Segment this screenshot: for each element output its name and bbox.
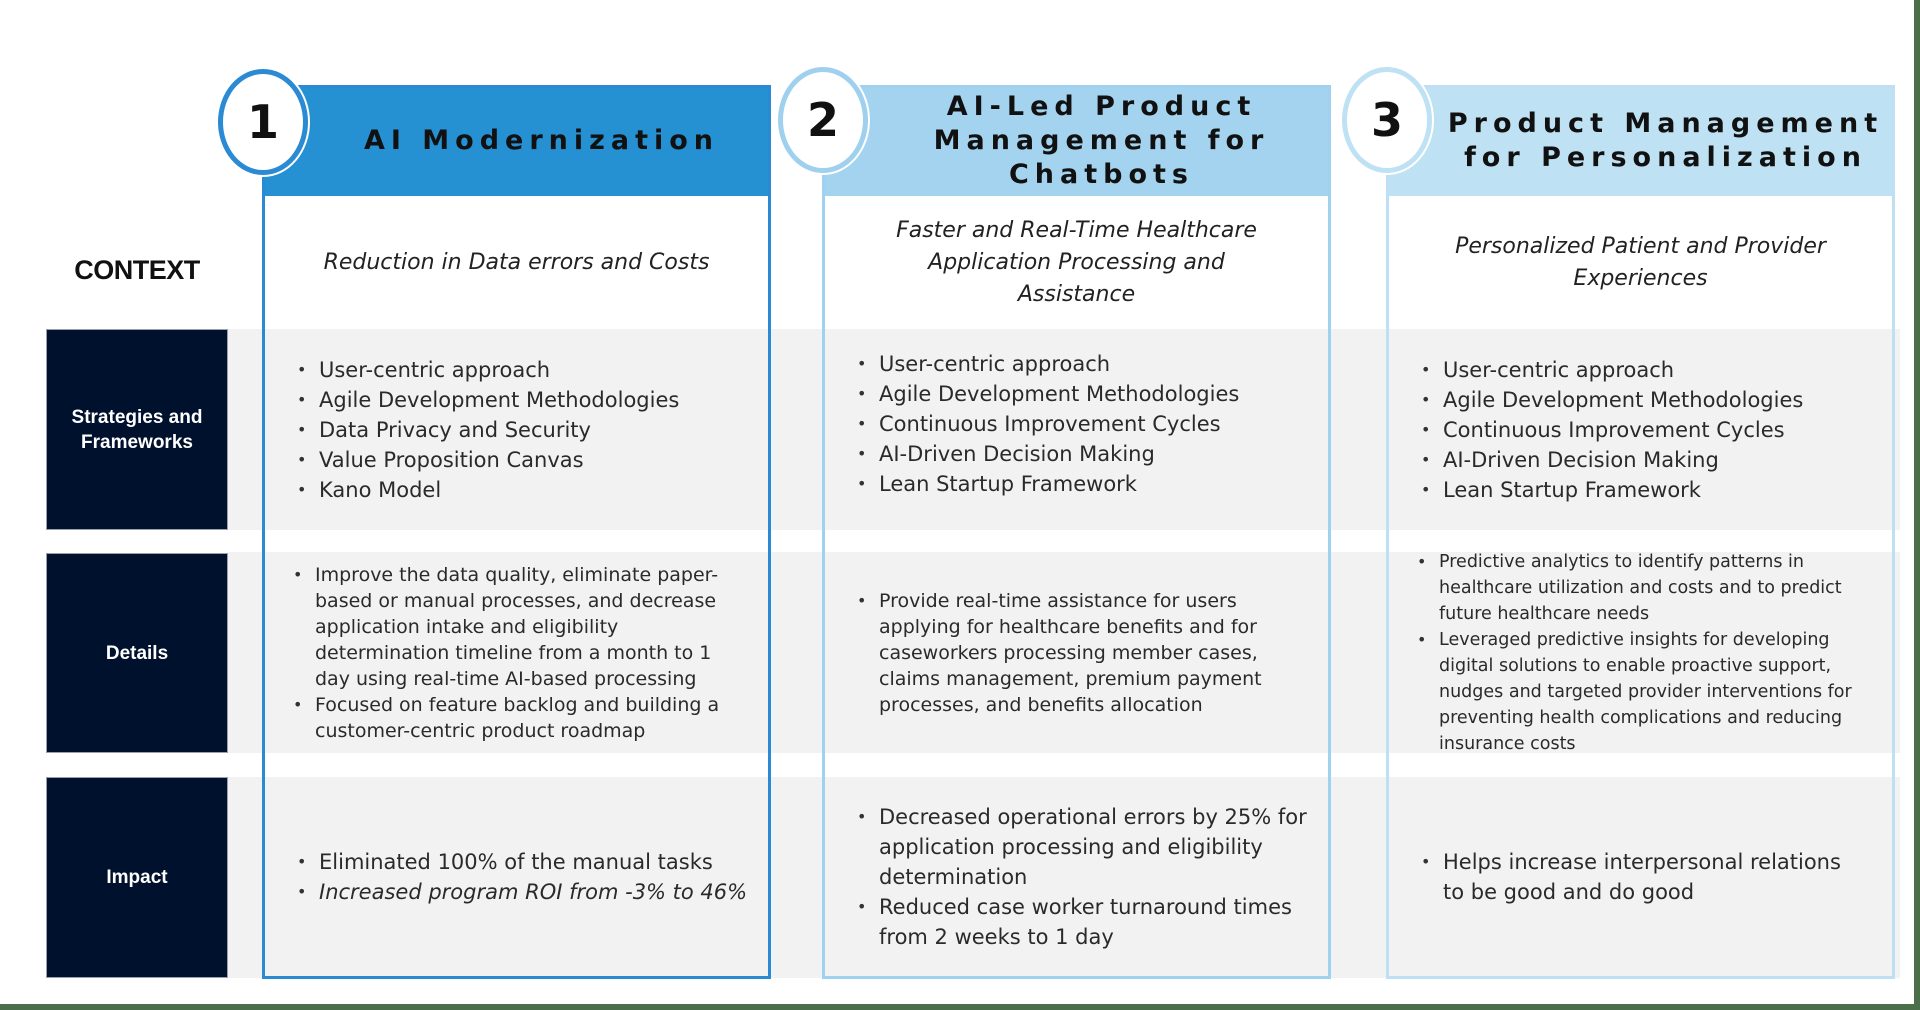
column-3-impact-list [1419,847,1862,907]
list-item: • Predictive analytics to identify patterns in healthcare utilization and costs and to predict future healthcare needs [1415,549,1882,627]
list-item: • AI-Driven Decision Making [1419,445,1803,475]
list-item: • Continuous Improvement Cycles [1419,415,1803,445]
column-1-strategies-list [295,355,679,505]
column-3-details-list [1415,549,1882,757]
column-1-impact [265,777,768,976]
column-2-impact-list [855,802,1308,952]
right-border-strip [1914,0,1920,1010]
column-2-details [825,552,1328,753]
column-1-context: Reduction in Data errors and Costs [265,196,768,329]
column-1-header [262,85,771,196]
column-3-header [1386,85,1895,196]
column-2-impact [825,777,1328,976]
list-item: • Reduced case worker turnaround times from 2 weeks to 1 day [855,892,1308,952]
list-item: • User-centric approach [855,349,1239,379]
column-2-strategies [825,329,1328,530]
list-item: • Increased program ROI from -3% to 46% [295,877,747,907]
list-item: • Focused on feature backlog and building a customer-centric product roadmap [291,692,728,744]
row-label-details [46,553,228,753]
bottom-border-strip [0,1004,1920,1010]
step-number-badge-2: 2 [778,67,868,173]
column-3-context: Personalized Patient and Provider Experiences [1389,196,1892,329]
list-item: • Value Proposition Canvas [295,445,679,475]
context-row-label: CONTEXT [74,255,200,285]
column-2-strategies-list [855,349,1239,499]
column-2-header [822,85,1331,196]
row-gap [825,530,1328,552]
list-item: • Agile Development Methodologies [1419,385,1803,415]
list-item: • AI-Driven Decision Making [855,439,1239,469]
column-1-impact-list [295,847,747,907]
list-item: • Eliminated 100% of the manual tasks [295,847,747,877]
list-item: • Improve the data quality, eliminate paper-based or manual processes, and decrease application intake and eligibility determination timeline from a month to 1 day using real-time AI-based processing [291,562,728,692]
list-item: • User-centric approach [1419,355,1803,385]
column-2-title: AI-Led Product Management for Chatbots [933,90,1270,190]
list-item: • Agile Development Methodologies [295,385,679,415]
list-item: • Data Privacy and Security [295,415,679,445]
column-3-impact [1389,777,1892,976]
column-3-title: Product Management for Personalization [1447,107,1884,173]
column-personalization [1386,85,1895,979]
row-label-details-text: Details [105,642,169,664]
column-1-title: AI Modernization [363,124,720,156]
row-label-strategies [46,329,228,530]
row-gap [265,753,768,777]
row-label-strategies-text: Strategies and Frameworks [71,406,203,453]
list-item: • Decreased operational errors by 25% for application processing and eligibility determination [855,802,1308,892]
list-item: • Agile Development Methodologies [855,379,1239,409]
row-gap [1389,753,1892,777]
row-label-impact-text: Impact [106,867,168,888]
column-2-context: Faster and Real-Time Healthcare Application Processing and Assistance [825,196,1328,329]
step-number-badge-1: 1 [218,69,308,175]
row-gap [825,753,1328,777]
list-item: • Helps increase interpersonal relations to be good and do good [1419,847,1862,907]
column-ai-modernization [262,85,771,979]
column-3-strategies [1389,329,1892,530]
column-2-details-list [855,588,1288,718]
list-item: • User-centric approach [295,355,679,385]
list-item: • Leveraged predictive insights for developing digital solutions to enable proactive support, nudges and targeted provider interventions for preventing health complications and reducing insurance costs [1415,627,1882,757]
column-1-details-list [291,562,728,744]
row-label-impact [46,777,228,978]
step-number-badge-3: 3 [1342,67,1432,173]
column-3-details [1389,552,1892,753]
column-ai-led-chatbots [822,85,1331,979]
row-gap [265,530,768,552]
list-item: • Continuous Improvement Cycles [855,409,1239,439]
list-item: • Provide real-time assistance for users applying for healthcare benefits and for caseworkers processing member cases, claims management, premium payment processes, and benefits allocation [855,588,1288,718]
list-item: • Lean Startup Framework [855,469,1239,499]
list-item: • Lean Startup Framework [1419,475,1803,505]
column-3-strategies-list [1419,355,1803,505]
column-1-strategies [265,329,768,530]
column-1-details [265,552,768,753]
list-item: • Kano Model [295,475,679,505]
